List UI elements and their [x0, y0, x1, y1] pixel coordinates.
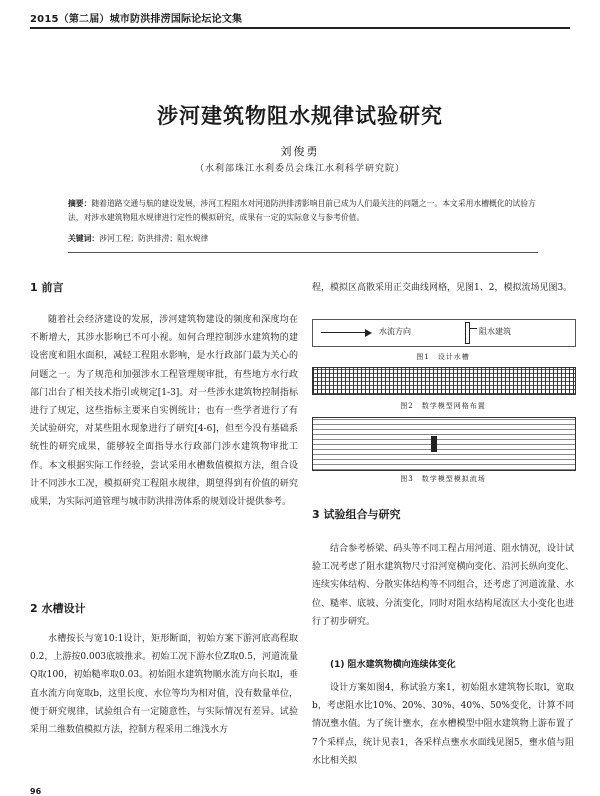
flow-direction-label: 水流方向: [379, 327, 411, 336]
abstract-text: 随着道路交通与航的建设发展，涉河工程阻水对河道防洪排涝影响目前已成为人们最关注的问题之一。本文采用水槽概化的试验方法，对涉水建筑物阻水规律进行定性的模拟研究，成果有一定的实际意义与参考价值。: [68, 199, 536, 222]
author: 刘俊勇: [280, 145, 320, 158]
running-header: 2015（第二届）城市防洪排涝国际论坛论文集: [30, 14, 243, 25]
flowfield-obstruction: [431, 436, 437, 452]
figure2-caption: 图2 数学模型网格布置: [400, 402, 486, 410]
obstruction-block: [465, 322, 470, 344]
keywords: [68, 233, 538, 244]
page-number: 96: [30, 787, 42, 796]
header-rule: [30, 27, 570, 29]
figure3-flow-field: [312, 417, 576, 471]
section2-heading: 2 水槽设计: [30, 602, 86, 615]
figure2-mesh-grid: [312, 367, 576, 395]
figure1-caption: 图1 设计水槽: [416, 353, 470, 361]
abstract-label: 摘要：: [68, 199, 92, 208]
figure3-caption: 图3 数学模型模拟流场: [400, 475, 486, 483]
section1-paragraph: 随着社会经济建设的发展，涉河建筑物建设的频度和深度均在不断增大，其涉水影响已不可小视。如何合理控制涉水建筑物的建设密度和阻水面积，减轻工程阻水影响，是水行政部门最为关心的问题之一。为了规范和加强涉水工程管理规审批，有些地方水行政部门出台了相关技术指引或规定[1-3]。对一些涉水建筑物控制指标进行了规定，这些指标主要来自实例统计；也有一些学者进行了有关试验研究，对某些阻水现象进行了研究[4-6]，但至今没有基础系统性的研究成果，能够较全面指导水行政部门涉水建筑物审批工作。本文根据实际工作经验，尝试采用水槽数值模拟方法，组合设计不同涉水工况，模拟研究工程阻水规律，期望得到有价值的研究成果，为实际河道管理与城市防洪排涝体系的规划设计提供参考。: [30, 315, 298, 508]
section3-heading: 3 试验组合与研究: [312, 508, 401, 521]
subsection31-heading: (1) 阻水建筑物横向连续体变化: [330, 660, 456, 670]
flow-arrow-icon: [365, 329, 372, 337]
section1-heading: 1 前言: [30, 281, 64, 294]
section3-paragraph: 结合参考桥梁、码头等不同工程占用河道、阻水情况，设计试验工况考虑了阻水建筑物尺寸沿河宽横向变化、沿河长纵向变化、连续实体结构、分散实体结构等不同组合，还考虑了河道流量、水位、糙率、底坡、分流变化，同时对阻水结构尾流区大小变化也进行了初步研究。: [312, 544, 574, 627]
right-column-continuation: 程，模拟区高散采用正交曲线网格，见图1、2，模拟流场见图3。: [312, 283, 573, 293]
abstract-divider: [68, 252, 538, 253]
section2-paragraph: 水槽按长与宽10:1设计，矩形断面，初始方案下游河底高程取0.2，上游按0.003底坡推求。初始工况下游水位Z取0.5，河道流量Q取100，初始糙率取0.03。初始阻水建筑物顺水流方向长取l，垂直水流方向宽取b，这里长度、水位等均为相对值，没有数量单位，便于研究规律，试验组合有一定随意性，与实际情况有差异。试验采用二维数值模拟方法，控制方程采用二维浅水方: [30, 634, 298, 736]
obstruction-label: 阻水建筑: [479, 327, 511, 336]
affiliation: （水利部珠江水利委员会珠江水利科学研究院）: [194, 164, 405, 174]
label-pointer: [469, 328, 477, 329]
paper-title: 涉河建筑物阻水规律试验研究: [157, 104, 443, 128]
keywords-label: 关键词：: [68, 234, 100, 243]
abstract: [68, 197, 538, 225]
subsection31-paragraph: 设计方案如图4，称试验方案1，初始阻水建筑物长取l，宽取b，考虑阻水比10%、20%、30%、40%、50%变化，计算不同情况壅水值。为了统计壅水，在水槽模型中阻水建筑物上游布置了7个采样点，统计见表1，各采样点壅水水面线见图5，壅水值与阻水比相关拟: [312, 683, 574, 766]
keywords-text: 涉河工程；防洪排涝；阻水规律: [99, 234, 209, 243]
flow-arrow-line: [321, 332, 365, 333]
figure1-flume-diagram: [312, 319, 576, 347]
